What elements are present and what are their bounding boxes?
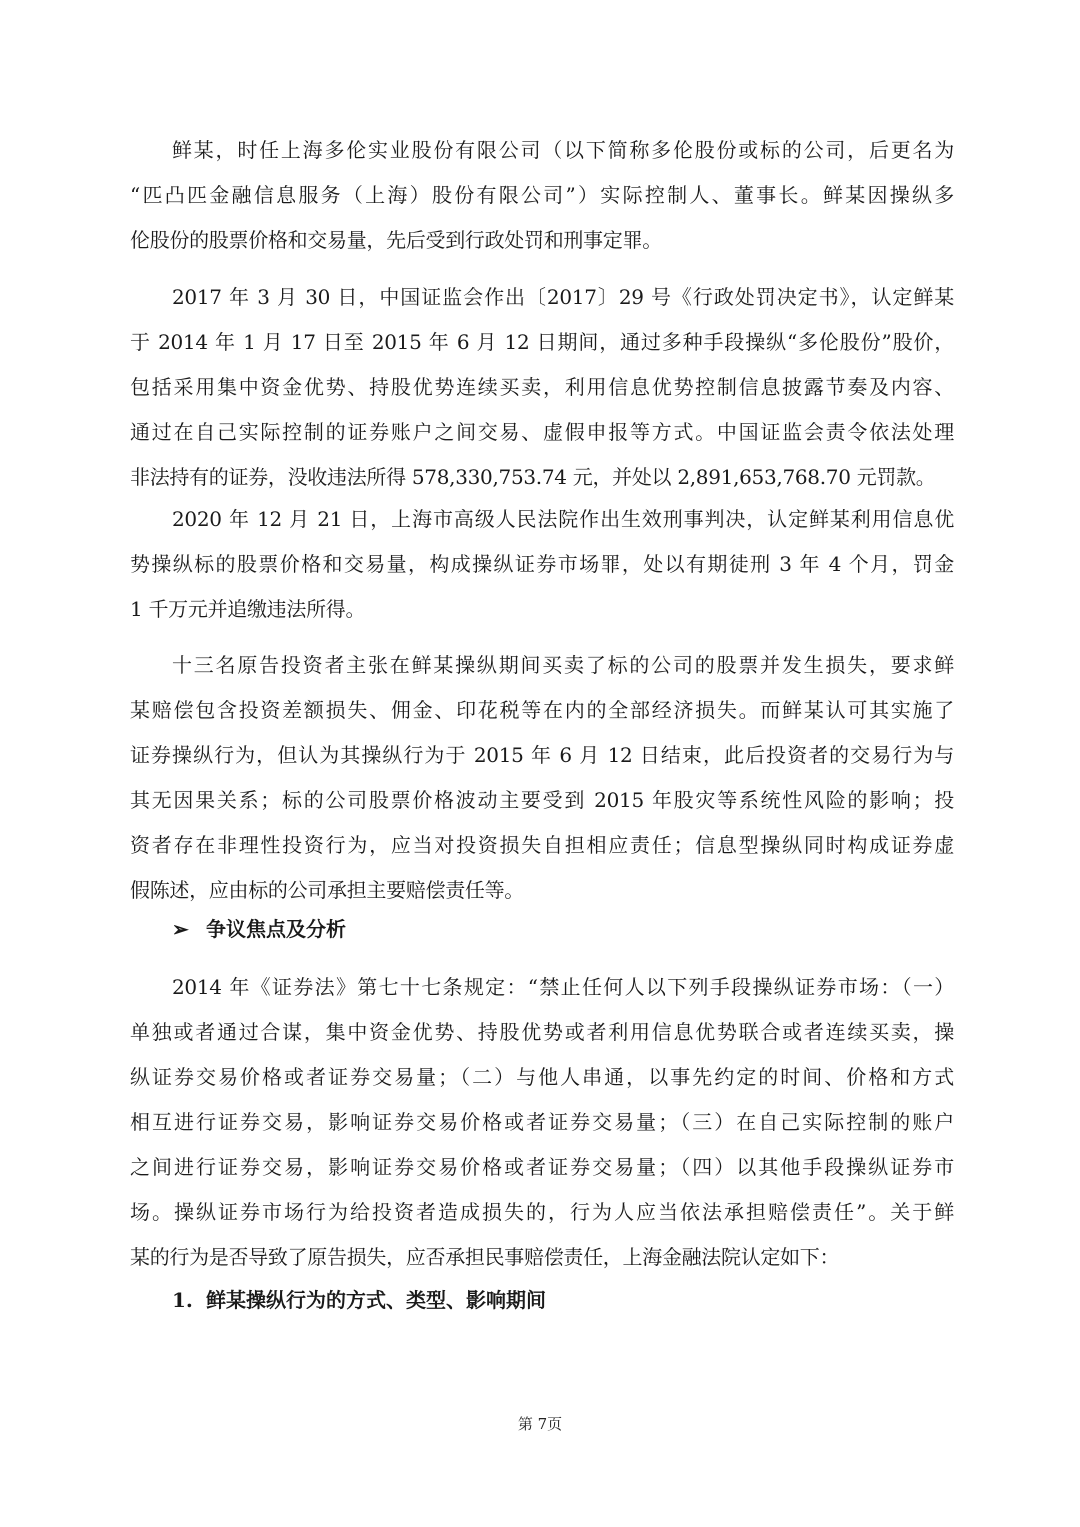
heading-text: 争议焦点及分析 — [206, 917, 346, 941]
text-line: 纵证券交易价格或者证券交易量；（二）与他人串通，以事先约定的时间、价格和方式 — [130, 1065, 954, 1089]
text-line: 通过在自己实际控制的证券账户之间交易、虚假申报等方式。中国证监会责令依法处理 — [130, 420, 954, 444]
text-line: 场。操纵证券市场行为给投资者造成损失的，行为人应当依法承担赔偿责任”。关于鲜 — [130, 1200, 954, 1224]
paragraph-1 — [130, 128, 954, 263]
arrow-bullet-icon: ➢ — [172, 917, 189, 941]
text-line: 资者存在非理性投资行为，应当对投资损失自担相应责任；信息型操纵同时构成证券虚 — [130, 833, 954, 857]
text-line: 2017 年 3 月 30 日，中国证监会作出〔2017〕29 号《行政处罚决定书》，认定鲜某 — [172, 285, 954, 309]
text-line: 于 2014 年 1 月 17 日至 2015 年 6 月 12 日期间，通过多种手段操纵“多伦股份”股价， — [130, 330, 954, 354]
text-line: 鲜某，时任上海多伦实业股份有限公司（以下简称多伦股份或标的公司，后更名为 — [172, 138, 954, 162]
text-line: 势操纵标的股票价格和交易量，构成操纵证券市场罪，处以有期徒刑 3 年 4 个月，罚金 — [130, 552, 954, 576]
text-line: 1 千万元并追缴违法所得。 — [130, 597, 366, 621]
heading-number: 1. — [172, 1288, 193, 1312]
text-line: “匹凸匹金融信息服务（上海）股份有限公司”）实际控制人、董事长。鲜某因操纵多 — [130, 183, 954, 207]
text-line: 2014 年《证券法》第七十七条规定：“禁止任何人以下列手段操纵证券市场：（一） — [172, 975, 954, 999]
text-line: 之间进行证券交易，影响证券交易价格或者证券交易量；（四）以其他手段操纵证券市 — [130, 1155, 954, 1179]
paragraph-4 — [130, 643, 954, 913]
text-line: 证券操纵行为，但认为其操纵行为于 2015 年 6 月 12 日结束，此后投资者的交易行为与 — [130, 743, 954, 767]
text-line: 2020 年 12 月 21 日，上海市高级人民法院作出生效刑事判决，认定鲜某利用信息优 — [172, 507, 954, 531]
text-line: 伦股份的股票价格和交易量，先后受到行政处罚和刑事定罪。 — [130, 228, 662, 252]
section-heading-1 — [172, 1278, 546, 1323]
text-line: 单独或者通过合谋，集中资金优势、持股优势或者利用信息优势联合或者连续买卖，操 — [130, 1020, 954, 1044]
paragraph-2 — [130, 275, 954, 500]
text-line: 相互进行证券交易，影响证券交易价格或者证券交易量；（三）在自己实际控制的账户 — [130, 1110, 954, 1134]
page-number: 第 7页 — [517, 1415, 563, 1433]
text-line: 假陈述，应由标的公司承担主要赔偿责任等。 — [130, 878, 524, 902]
text-line: 其无因果关系；标的公司股票价格波动主要受到 2015 年股灾等系统性风险的影响；投 — [130, 788, 954, 812]
text-line: 某的行为是否导致了原告损失，应否承担民事赔偿责任，上海金融法院认定如下： — [130, 1245, 840, 1269]
paragraph-3 — [130, 497, 954, 632]
heading-text: 鲜某操纵行为的方式、类型、影响期间 — [206, 1288, 546, 1312]
section-heading-dispute-focus — [172, 907, 346, 952]
text-line: 十三名原告投资者主张在鲜某操纵期间买卖了标的公司的股票并发生损失，要求鲜 — [172, 653, 954, 677]
text-line: 某赔偿包含投资差额损失、佣金、印花税等在内的全部经济损失。而鲜某认可其实施了 — [130, 698, 954, 722]
paragraph-5 — [130, 965, 954, 1280]
text-line: 包括采用集中资金优势、持股优势连续买卖，利用信息优势控制信息披露节奏及内容、 — [130, 375, 954, 399]
text-line: 非法持有的证券，没收违法所得 578,330,753.74 元，并处以 2,891,653,768.70 元罚款。 — [130, 465, 936, 489]
